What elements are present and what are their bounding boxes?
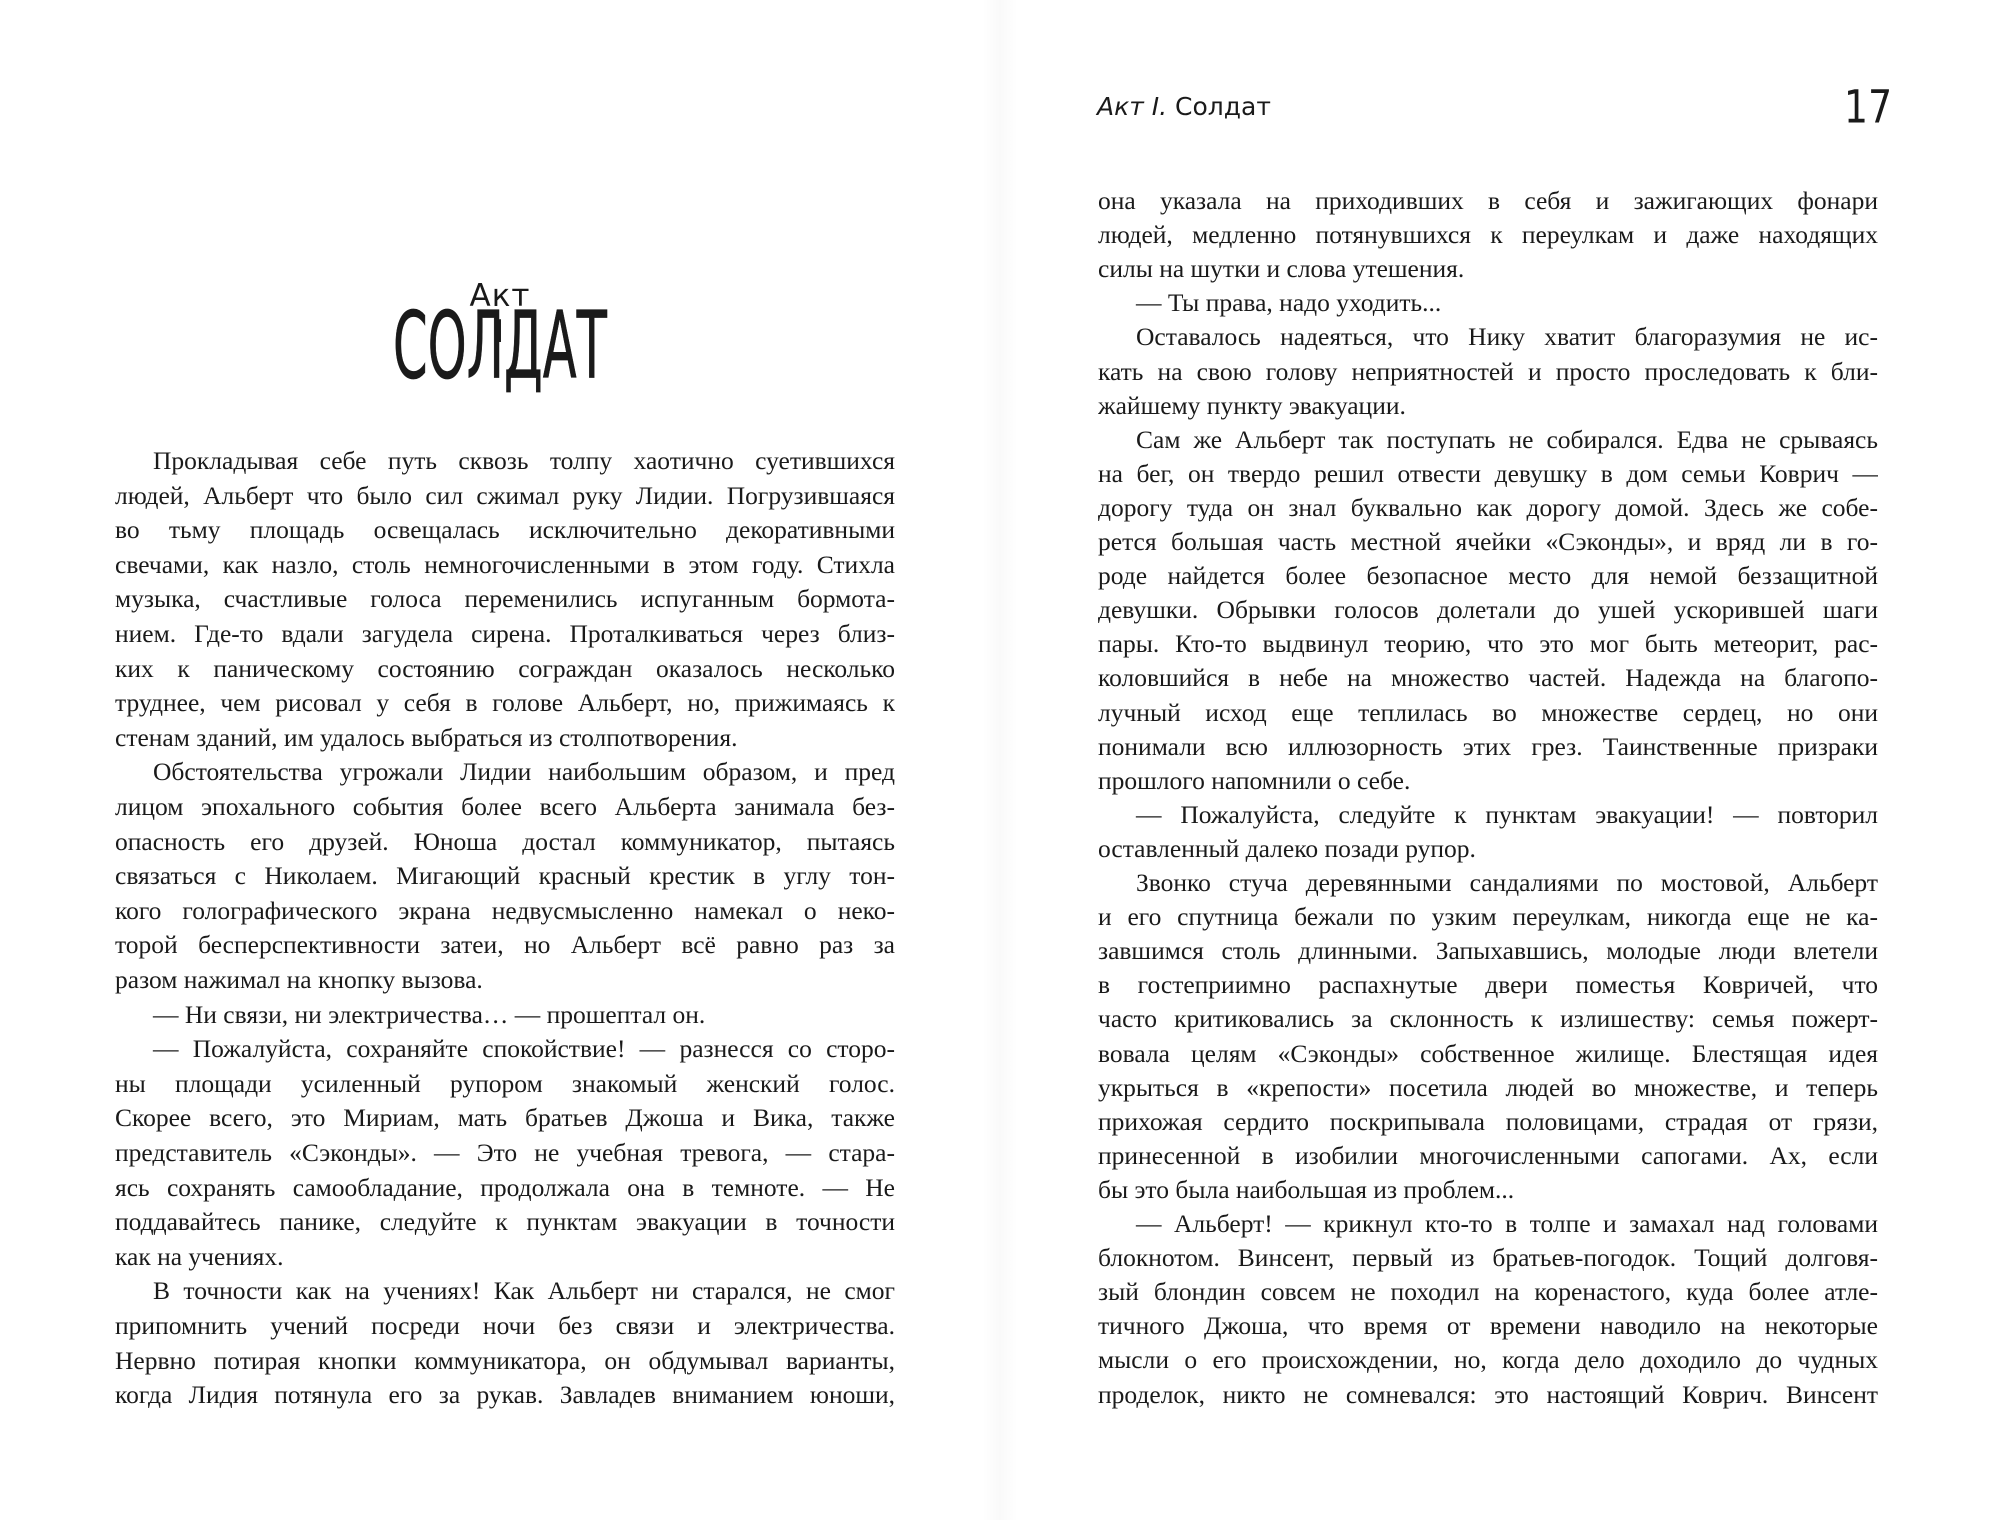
running-header-act: Акт I. (1097, 92, 1168, 121)
left-page-text-line: торой бесперспективности затеи, но Альберт всё равно раз за (115, 930, 895, 960)
right-page-text-line: зый блондин совсем не походил на коренастого, куда более атле- (1098, 1277, 1878, 1307)
chapter-title (385, 300, 615, 410)
left-page-text-line: Нервно потирая кнопки коммуникатора, он обдумывал варианты, (115, 1345, 895, 1375)
left-page-text-line: В точности как на учениях! Как Альберт ни старался, не смог (153, 1276, 895, 1306)
right-page-text-line: — Ты права, надо уходить... (1136, 288, 1442, 318)
right-page-text-line: девушки. Обрывки голосов долетали до ушей ускорившей шаги (1098, 595, 1878, 625)
left-page-text-line: представитель «Сэконды». — Это не учебная тревога, — стара- (115, 1138, 895, 1167)
right-page-text-line: людей, медленно потянувшихся к переулкам и даже находящих (1098, 220, 1878, 250)
left-page-text-line: стенам зданий, им удалось выбраться из столпотворения. (115, 722, 738, 752)
right-page-text-line: роде найдется более безопасное место для немой беззащитной (1098, 561, 1878, 591)
page-number-text: 17 (1843, 80, 1893, 130)
right-page-text-line: вовала целям «Сэконды» собственное жилище. Блестящая идея (1098, 1038, 1878, 1068)
left-page-text-line: ких к паническому состоянию сограждан оказалось несколько (115, 653, 895, 683)
right-page-text-line: бы это была наибольшая из проблем... (1098, 1174, 1515, 1204)
right-page-text-line: Оставалось надеяться, что Нику хватит благоразумия не ис- (1136, 322, 1878, 352)
left-page-text-line: ясь сохранять самообладание, продолжала она в темноте. — Не (115, 1172, 895, 1202)
right-page-text-line: жайшему пункту эвакуации. (1098, 390, 1406, 420)
left-page-text-line: Скорее всего, это Мириам, мать братьев Джоша и Вика, также (115, 1103, 895, 1133)
right-page-text-line: прошлого напомнили о себе. (1098, 765, 1411, 795)
right-page-text-line: — Пожалуйста, следуйте к пунктам эвакуации! — повторил (1136, 799, 1878, 829)
right-page-text-line: рется большая часть местной ячейки «Сэконды», и вряд ли в го- (1098, 527, 1878, 556)
left-page-text-line: Обстоятельства угрожали Лидии наибольшим образом, и пред (153, 757, 895, 787)
right-page-text-line: Сам же Альберт так поступать не собирался. Едва не срываясь (1136, 424, 1878, 454)
left-page-text-line: — Ни связи, ни электричества… — прошептал он. (153, 999, 706, 1029)
right-page-text-line: коловшийся в небе на множество частей. Надежда на благопо- (1098, 663, 1878, 693)
right-page-text-line: проделок, никто не сомневался: это настоящий Коврич. Винсент (1098, 1379, 1878, 1409)
right-page-text-line: Звонко стуча деревянными сандалиями по мостовой, Альберт (1136, 868, 1878, 897)
chapter-act-label: Акт I (469, 278, 531, 350)
left-page-text-line: Прокладывая себе путь сквозь толпу хаотично суетившихся (153, 446, 895, 475)
left-page-text-line: свечами, как назло, столь немногочисленными в этом году. Стихла (115, 549, 895, 579)
right-page-text-line: понимали всю иллюзорность этих грез. Таинственные призраки (1098, 731, 1878, 761)
left-page-text-line: как на учениях. (115, 1241, 284, 1271)
left-page-text-line: разом нажимал на кнопку вызова. (115, 965, 483, 994)
chapter-title-text: СОЛДАТ (393, 300, 608, 400)
left-page-text-line: когда Лидия потянула его за рукав. Завладев вниманием юноши, (115, 1380, 895, 1410)
left-page-text-line: связаться с Николаем. Мигающий красный крестик в углу тон- (115, 861, 895, 891)
right-page-text-line: мысли о его происхождении, но, когда дело доходило до чудных (1098, 1345, 1878, 1375)
left-page-text-line: ны площади усиленный рупором знакомый женский голос. (115, 1068, 895, 1098)
right-page-text-line: лучный исход еще теплилась во множестве сердец, но они (1098, 697, 1878, 727)
right-page-text-line: кать на свою голову неприятностей и просто проследовать к бли- (1098, 356, 1878, 386)
left-page-text-line: лицом эпохального события более всего Альберта занимала без- (115, 792, 895, 821)
right-page-text-line: дорогу туда он знал буквально как дорогу домой. Здесь же собе- (1098, 492, 1878, 522)
right-page-text-line: тичного Джоша, что время от времени наводило на некоторые (1098, 1311, 1878, 1341)
right-page-text-line: завшимся столь длинными. Запыхавшись, молодые люди влетели (1098, 936, 1878, 966)
left-page-text-line: музыка, счастливые голоса переменились испуганным бормота- (115, 584, 895, 614)
left-page-text-line: во тьму площадь освещалась исключительно декоративными (115, 515, 895, 545)
left-page-text-line: труднее, чем рисовал у себя в голове Альберт, но, прижимаясь к (115, 688, 895, 718)
right-page-text-line: пары. Кто-то выдвинул теорию, что это мог быть метеорит, рас- (1098, 629, 1878, 659)
right-page-text-line: на бег, он твердо решил отвести девушку в дом семьи Коврич — (1098, 458, 1878, 488)
right-page-text-line: — Альберт! — крикнул кто-то в толпе и замахал над головами (1136, 1209, 1878, 1238)
right-page-text-line: и его спутница бежали по узким переулкам, никогда еще не ка- (1098, 902, 1878, 932)
right-page-text-line: принесенной в изобилии многочисленными сапогами. Ах, если (1098, 1140, 1878, 1170)
left-page-text-line: поддавайтесь панике, следуйте к пунктам эвакуации в точности (115, 1207, 895, 1237)
running-header (1097, 92, 1271, 121)
right-page-text-line: блокнотом. Винсент, первый из братьев-погодок. Тощий долговя- (1098, 1243, 1878, 1273)
page-number (1843, 78, 1893, 130)
right-page-text-line: прихожая сердито поскрипывала половицами, страдая от грязи, (1098, 1106, 1878, 1136)
right-page (1000, 0, 2000, 1520)
left-page-text-line: опасность его друзей. Юноша достал коммуникатор, пытаясь (115, 826, 895, 856)
right-page-text-line: оставленный далеко позади рупор. (1098, 833, 1476, 863)
right-page-text-line: силы на шутки и слова утешения. (1098, 254, 1465, 284)
left-page-text-line: людей, Альберт что было сил сжимал руку Лидии. Погрузившаяся (115, 480, 895, 510)
left-page-text-line: нием. Где-то вдали загудела сирена. Проталкиваться через близ- (115, 619, 895, 648)
left-page-text-line: припомнить учений посреди ночи без связи и электричества. (115, 1311, 895, 1340)
right-page-text-line: она указала на приходивших в себя и зажигающих фонари (1098, 186, 1878, 215)
right-page-text-line: часто критиковались за склонность к излишеству: семья пожерт- (1098, 1004, 1878, 1034)
left-page-text-line: кого голографического экрана недвусмысленно намекал о неко- (115, 895, 895, 925)
right-page-text-line: укрыться в «крепости» посетила людей во множестве, и теперь (1098, 1072, 1878, 1102)
left-page-text-line: — Пожалуйста, сохраняйте спокойствие! — разнесся со сторо- (153, 1034, 895, 1064)
right-page-text-line: в гостеприимно распахнутые двери поместья Ковричей, что (1098, 970, 1878, 1000)
running-header-title: Солдат (1175, 92, 1271, 121)
